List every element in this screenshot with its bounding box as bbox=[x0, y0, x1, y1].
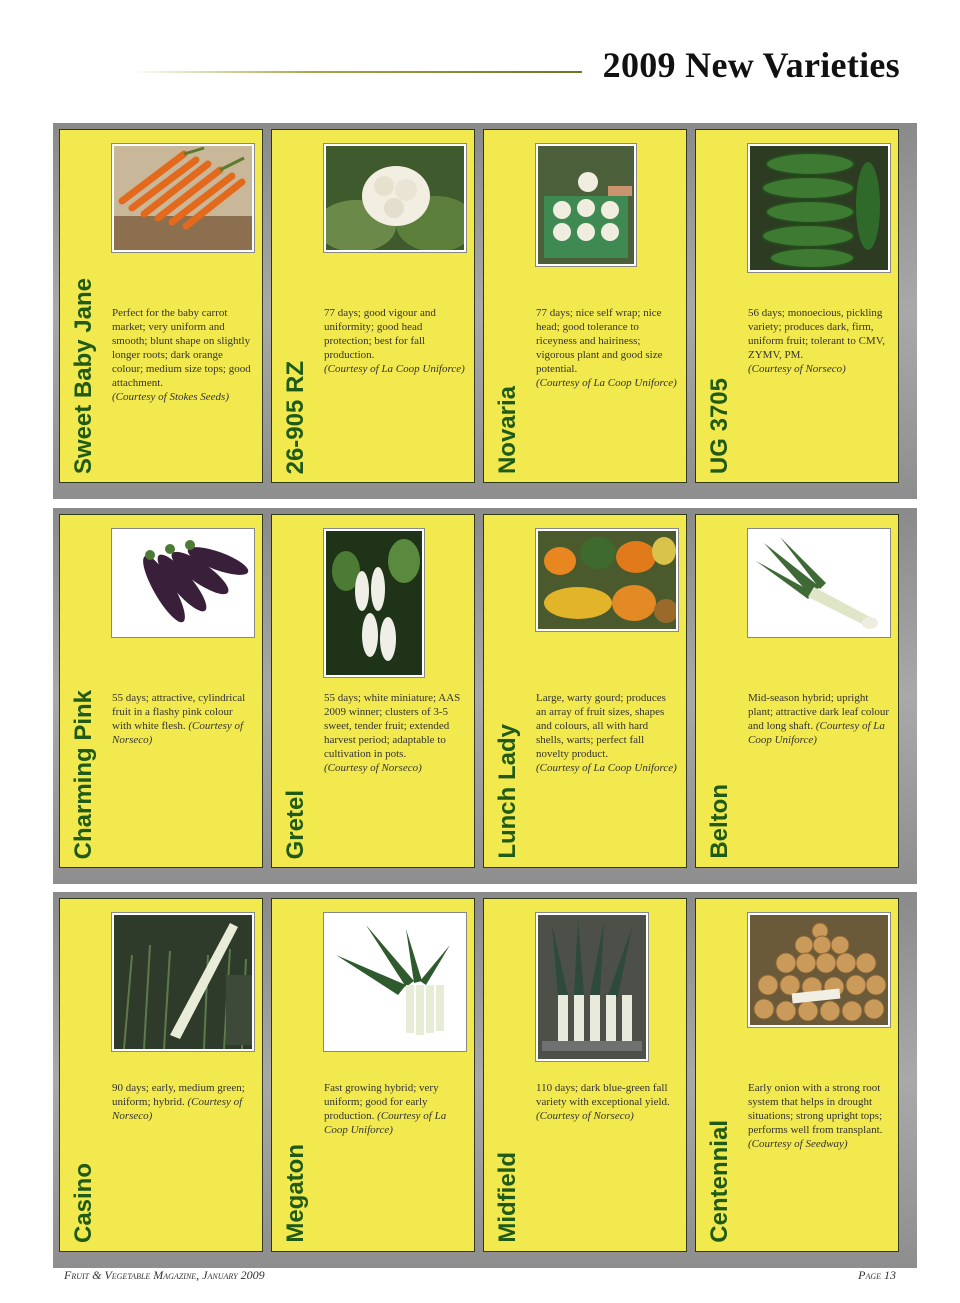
variety-name: Novaria bbox=[494, 385, 521, 474]
variety-card-ug-3705 bbox=[695, 129, 899, 483]
variety-credit: (Courtesy of Norseco) bbox=[112, 720, 244, 746]
variety-name: UG 3705 bbox=[706, 377, 733, 474]
variety-description: Fast growing hybrid; very uniform; good for early production. (Courtesy of La Coop Uniforce) bbox=[324, 1082, 447, 1136]
variety-row-3 bbox=[53, 892, 917, 1268]
variety-description: 90 days; early, medium green; uniform; hybrid. (Courtesy of Norseco) bbox=[112, 1082, 245, 1122]
gourds-photo bbox=[536, 529, 678, 631]
variety-credit: (Courtesy of La Coop Uniforce) bbox=[748, 720, 885, 746]
leek-bundle-photo bbox=[324, 913, 466, 1051]
variety-name: Casino bbox=[70, 1162, 97, 1243]
eggplants-photo bbox=[112, 529, 254, 637]
variety-card-gretel bbox=[271, 514, 475, 868]
variety-credit: (Courtesy of La Coop Uniforce) bbox=[536, 762, 677, 774]
variety-description: 56 days; monoecious, pickling variety; produces dark, firm, uniform fruit; tolerant to CMV, ZYMV, PM. (Courtesy of Norseco) bbox=[748, 307, 885, 375]
variety-credit: (Courtesy of Seedway) bbox=[748, 1138, 848, 1150]
variety-description: Perfect for the baby carrot market; very uniform and smooth; blunt shape on slightly longer roots; dark orange colour; medium size tops; good attachment. (Courtesy of Stokes Seeds) bbox=[112, 307, 251, 403]
variety-card-midfield bbox=[483, 898, 687, 1252]
variety-card-centennial bbox=[695, 898, 899, 1252]
variety-name: Midfield bbox=[494, 1152, 521, 1243]
leek-crate-photo bbox=[536, 913, 648, 1061]
variety-row-1 bbox=[53, 123, 917, 499]
variety-card-lunch-lady bbox=[483, 514, 687, 868]
cucumbers-photo bbox=[748, 144, 890, 272]
variety-credit: (Courtesy of La Coop Uniforce) bbox=[324, 363, 465, 375]
variety-credit: (Courtesy of La Coop Uniforce) bbox=[324, 1110, 447, 1136]
variety-name: Belton bbox=[706, 784, 733, 859]
variety-description: 55 days; attractive, cylindrical fruit in a flashy pink colour with white flesh. (Courtesy of Norseco) bbox=[112, 692, 246, 746]
variety-credit: (Courtesy of Norseco) bbox=[748, 363, 846, 375]
header-rule bbox=[130, 71, 582, 73]
carrots-photo bbox=[112, 144, 254, 252]
variety-card-casino bbox=[59, 898, 263, 1252]
variety-credit: (Courtesy of La Coop Uniforce) bbox=[536, 377, 677, 389]
onions-photo bbox=[748, 913, 890, 1027]
variety-card-megaton bbox=[271, 898, 475, 1252]
variety-description: Large, warty gourd; produces an array of fruit sizes, shapes and colours, all with hard shells, warts; perfect fall novelty product. (Courtesy of La Coop Uniforce) bbox=[536, 692, 677, 774]
page-number: Page 13 bbox=[858, 1268, 896, 1282]
leek-photo bbox=[748, 529, 890, 637]
variety-name: Charming Pink bbox=[70, 689, 97, 859]
variety-name: Lunch Lady bbox=[494, 724, 521, 859]
variety-description: 55 days; white miniature; AAS 2009 winner; clusters of 3-5 sweet, tender fruit; extended harvest period; adaptable to cultivation in pots. (Courtesy of Norseco) bbox=[324, 692, 461, 774]
white-eggplants-photo bbox=[324, 529, 424, 677]
cauliflower-crate-photo bbox=[536, 144, 636, 266]
variety-credit: (Courtesy of Norseco) bbox=[536, 1110, 634, 1122]
variety-description: 110 days; dark blue-green fall variety with exceptional yield. (Courtesy of Norseco) bbox=[536, 1082, 670, 1122]
variety-card-novaria bbox=[483, 129, 687, 483]
variety-description: Early onion with a strong root system that helps in drought situations; strong upright tops; performs well from transplant. (Courtesy of Seedway) bbox=[748, 1082, 883, 1150]
variety-name: 26-905 RZ bbox=[282, 360, 309, 474]
variety-description: 77 days; nice self wrap; nice head; good tolerance to riceyness and hairiness; vigorous plant and good size potential. (Courtesy of La Coop Uniforce) bbox=[536, 307, 677, 389]
variety-name: Gretel bbox=[282, 789, 309, 859]
variety-card-sweet-baby-jane bbox=[59, 129, 263, 483]
variety-credit: (Courtesy of Norseco) bbox=[112, 1096, 243, 1122]
variety-name: Centennial bbox=[706, 1120, 733, 1243]
variety-card-belton bbox=[695, 514, 899, 868]
variety-credit: (Courtesy of Norseco) bbox=[324, 762, 422, 774]
variety-name: Sweet Baby Jane bbox=[70, 277, 97, 474]
variety-card-charming-pink bbox=[59, 514, 263, 868]
page-title: 2009 New Varieties bbox=[602, 45, 900, 85]
magazine-footer: Fruit & Vegetable Magazine, January 2009 bbox=[64, 1268, 265, 1282]
variety-name: Megaton bbox=[282, 1144, 309, 1243]
variety-credit: (Courtesy of Stokes Seeds) bbox=[112, 391, 229, 403]
leek-field-photo bbox=[112, 913, 254, 1051]
cauliflower-photo bbox=[324, 144, 466, 252]
variety-description: Mid-season hybrid; upright plant; attractive dark leaf colour and long shaft. (Courtesy of La Coop Uniforce) bbox=[748, 692, 890, 746]
variety-row-2 bbox=[53, 508, 917, 884]
variety-card-26-905-rz bbox=[271, 129, 475, 483]
variety-description: 77 days; good vigour and uniformity; good head protection; best for fall production. (Courtesy of La Coop Uniforce) bbox=[324, 307, 465, 375]
